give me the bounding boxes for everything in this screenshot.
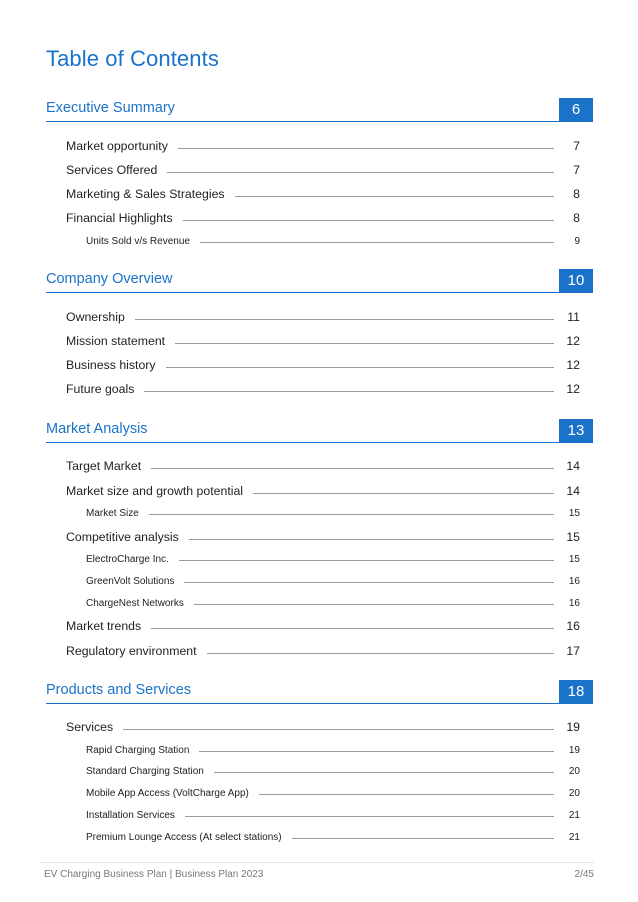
entry-leader-line xyxy=(235,196,554,197)
entry-label: Standard Charging Station xyxy=(86,766,204,777)
section-divider xyxy=(46,703,593,704)
entry-leader-line xyxy=(183,220,554,221)
entry-page-number: 8 xyxy=(573,211,580,225)
entry-page-number: 7 xyxy=(573,139,580,153)
entry-page-number: 17 xyxy=(566,644,580,658)
entry-label: Regulatory environment xyxy=(66,644,197,658)
entry-page-number: 14 xyxy=(566,459,580,473)
entry-page-number: 15 xyxy=(566,530,580,544)
section-title: Executive Summary xyxy=(46,100,175,116)
entry-leader-line xyxy=(144,391,554,392)
entry-leader-line xyxy=(167,172,554,173)
entry-page-number: 21 xyxy=(568,810,580,821)
toc-entry[interactable] xyxy=(66,380,580,396)
entry-leader-line xyxy=(200,242,554,243)
entry-label: Premium Lounge Access (At select stations) xyxy=(86,832,282,843)
toc-entry[interactable] xyxy=(66,457,580,473)
toc-subentry[interactable] xyxy=(86,552,580,565)
footer-page-number: 2/45 xyxy=(574,869,594,880)
toc-subentry[interactable] xyxy=(86,574,580,587)
entry-leader-line xyxy=(259,794,554,795)
entry-label: Units Sold v/s Revenue xyxy=(86,236,190,247)
toc-subentry[interactable] xyxy=(86,786,580,799)
toc-subentry[interactable] xyxy=(86,808,580,821)
toc-subentry[interactable] xyxy=(86,596,580,609)
footer-document-title: EV Charging Business Plan | Business Plan 2023 xyxy=(44,869,264,880)
toc-subentry[interactable] xyxy=(86,506,580,519)
entry-page-number: 9 xyxy=(574,236,580,247)
entry-page-number: 8 xyxy=(573,187,580,201)
section-title: Products and Services xyxy=(46,682,192,698)
entry-leader-line xyxy=(199,751,554,752)
section-page-badge: 18 xyxy=(559,680,593,704)
entry-label: Mission statement xyxy=(66,334,166,348)
toc-section[interactable] xyxy=(46,98,593,122)
section-title: Company Overview xyxy=(46,271,173,287)
entry-page-number: 21 xyxy=(568,832,580,843)
entry-page-number: 16 xyxy=(566,619,580,633)
entry-label: Market Size xyxy=(86,508,139,519)
entry-leader-line xyxy=(178,148,554,149)
entry-leader-line xyxy=(214,772,554,773)
entry-label: Mobile App Access (VoltCharge App) xyxy=(86,788,249,799)
entry-label: Services xyxy=(66,720,114,734)
entry-page-number: 19 xyxy=(566,720,580,734)
entry-page-number: 11 xyxy=(567,310,580,324)
footer-divider xyxy=(40,862,594,863)
toc-entry[interactable] xyxy=(66,617,580,633)
entry-page-number: 12 xyxy=(566,358,580,372)
section-divider xyxy=(46,121,593,122)
toc-entry[interactable] xyxy=(66,482,580,498)
entry-page-number: 20 xyxy=(568,788,580,799)
section-title: Market Analysis xyxy=(46,421,148,437)
entry-page-number: 16 xyxy=(568,576,580,587)
section-page-badge: 10 xyxy=(559,269,593,293)
section-page-badge: 6 xyxy=(559,98,593,122)
section-divider xyxy=(46,292,593,293)
entry-leader-line xyxy=(166,367,554,368)
entry-leader-line xyxy=(175,343,554,344)
section-divider xyxy=(46,442,593,443)
entry-page-number: 12 xyxy=(566,334,580,348)
entry-leader-line xyxy=(207,653,554,654)
toc-entry[interactable] xyxy=(66,528,580,544)
entry-label: ChargeNest Networks xyxy=(86,598,184,609)
toc-entry[interactable] xyxy=(66,209,580,225)
section-page-badge: 13 xyxy=(559,419,593,443)
toc-subentry[interactable] xyxy=(86,234,580,247)
entry-page-number: 12 xyxy=(566,382,580,396)
entry-page-number: 14 xyxy=(566,484,580,498)
entry-leader-line xyxy=(135,319,554,320)
toc-subentry[interactable] xyxy=(86,830,580,843)
entry-leader-line xyxy=(185,816,554,817)
entry-label: Ownership xyxy=(66,310,125,324)
entry-label: Market trends xyxy=(66,619,142,633)
toc-entry[interactable] xyxy=(66,332,580,348)
toc-entry[interactable] xyxy=(66,718,580,734)
entry-page-number: 15 xyxy=(568,508,580,519)
toc-subentry[interactable] xyxy=(86,764,580,777)
entry-label: Market size and growth potential xyxy=(66,484,244,498)
page-title: Table of Contents xyxy=(46,46,219,71)
entry-leader-line xyxy=(189,539,554,540)
toc-entry[interactable] xyxy=(66,356,580,372)
entry-label: Future goals xyxy=(66,382,135,396)
entry-label: GreenVolt Solutions xyxy=(86,576,175,587)
toc-entry[interactable] xyxy=(66,642,580,658)
entry-label: Rapid Charging Station xyxy=(86,745,190,756)
entry-page-number: 19 xyxy=(568,745,580,756)
toc-entry[interactable] xyxy=(66,185,580,201)
entry-label: Installation Services xyxy=(86,810,175,821)
entry-leader-line xyxy=(179,560,554,561)
entry-leader-line xyxy=(253,493,554,494)
entry-label: Target Market xyxy=(66,459,142,473)
entry-page-number: 20 xyxy=(568,766,580,777)
entry-leader-line xyxy=(123,729,554,730)
entry-leader-line xyxy=(149,514,554,515)
entry-label: Marketing & Sales Strategies xyxy=(66,187,225,201)
entry-label: Business history xyxy=(66,358,156,372)
entry-label: ElectroCharge Inc. xyxy=(86,554,169,565)
entry-leader-line xyxy=(292,838,554,839)
toc-entry[interactable] xyxy=(66,308,580,324)
toc-section[interactable] xyxy=(46,419,593,443)
toc-section[interactable] xyxy=(46,269,593,293)
toc-entry[interactable] xyxy=(66,161,580,177)
entry-page-number: 7 xyxy=(573,163,580,177)
toc-entry[interactable] xyxy=(66,137,580,153)
entry-leader-line xyxy=(151,628,554,629)
toc-subentry[interactable] xyxy=(86,743,580,756)
entry-label: Market opportunity xyxy=(66,139,168,153)
entry-leader-line xyxy=(151,468,554,469)
entry-label: Services Offered xyxy=(66,163,158,177)
entry-label: Financial Highlights xyxy=(66,211,173,225)
entry-page-number: 15 xyxy=(568,554,580,565)
entry-leader-line xyxy=(184,582,554,583)
toc-section[interactable] xyxy=(46,680,593,704)
entry-page-number: 16 xyxy=(568,598,580,609)
entry-leader-line xyxy=(194,604,554,605)
entry-label: Competitive analysis xyxy=(66,530,179,544)
